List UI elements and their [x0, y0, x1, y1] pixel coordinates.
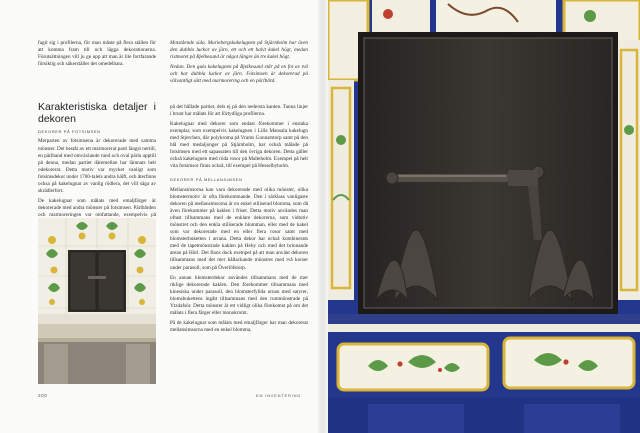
col2-paragraph: På de kakelugnar som målats med emaljfärger har man dekorerat mellansimsorna med en enkel blomma,: [170, 320, 308, 334]
section-heading: Karakteristiska detaljer i dekoren: [38, 101, 156, 126]
col1-paragraph: Merparten av fotsimsena är dekorerade med samma mönster. Det består av ett marmorerat parti längst nertill, en pärlband med omväxlande rund och oval pärla upptill på denna, medan partiet däremellan har lämnats helt odekorerat. Detta motiv var mycket vanligt som fotsimsdekor under 1700-talets andra hälft, och återfinns ocksa på kakelugnar av vanlig rödlera, det vill säga av skrädlerfort.: [38, 138, 156, 195]
stove-door-photo: [328, 0, 640, 433]
book-gutter: [318, 0, 328, 433]
col2-paragraph: på det hållade partiet, dels ej på den nedersta kanten. Tanna linjer i brunt har målats för att förtydliga profilerna.: [170, 103, 308, 117]
right-column: [170, 40, 308, 337]
yellow-tiled-stove-illustration: [38, 218, 156, 384]
subsection-kicker: DEKORER PÅ FOTSIMSEN: [38, 129, 101, 135]
col1-paragraph: fagit sig i profilerna, för man måste på flera ställen för att komma fram till och lägga dekorationerna. Förutsättningen vill ju ge upp att man är lite fortfarande försiktig och säkerställer det omedelbara.: [38, 40, 156, 68]
running-footer: EN INVENTERING: [256, 393, 302, 398]
stove-photo-small: [38, 218, 156, 384]
subsection-kicker: DEKORER PÅ MELLANSIMSEN: [170, 177, 243, 183]
page-number: 200: [38, 393, 48, 398]
iron-stove-door-illustration: [328, 0, 640, 433]
col1-paragraph: De kakelugnar som målats med emaljfärger är dekorerade med andra mönster på fotsimsen. Pärlbården och marmoreringen var omfattande, exempelvis på: [38, 198, 156, 219]
caption-opposite: Motstående sida. Mariebergskakelugnen på Stjärnholm har även den dubbla luckor av järn, ett och ett halvt kakel högt, medan ristmotet på Bjelkesund är något längre än tre kakel högt.: [170, 40, 308, 61]
caption-below: Nedan. Den gula kakelugnen på Bjelkesund står på en fot av två och har dubbla luckor av järn. Fotsimsen är dekorerad på välvantligt sätt med marmorering och en pärlbård.: [170, 64, 308, 85]
col2-paragraph: Kakelugnar med dekorer som endast förekommer i enstaka exemplar, som exempelvis kakelugnen i Lilla Mansala kakelugn med Stjerchen, där polykroma på Vrams Gunnarstorp samt på den blå med medaljonger på Stjärnholm, har också målade på fotsimsen med ett sapassaten till den övriga dekoren. Detta gäller också kakelugnen med röda rosor på Malteholm. Exempel på helt vita fotsimsor finns också, till exempel på Hesselbyholm.: [170, 120, 308, 170]
bottom-tiles: [328, 332, 640, 433]
col2-paragraph: En annan blomsterdekor användes tillsammans med de mer riklige dekorerade kaklen. Den förekommer tillsammans med kinesiska under parasoll, den blomsterfyllda urnan med satyrer, blomsbukettens ingått tillsammans med den rummönstrade på Ytzdafsör. Detta mönster är ett vidligt olika förekomst på om det målats i flera färger eller monokromt.: [170, 274, 308, 317]
col2-paragraph: Mellansimsorna kan vara dekorerade med olika mönster, olika blomstermotiv är ofta förekommande. Den i särklass vanligaste dekoren på mellansimsorna är en enkel stiliserad blomma, som då även förekommer på kaklen i friser. Detta motiv användes man oftast tillsammans med de enklare dekorerna, som vidtotiv mönstret och den enkla stiliserade blomman, eller med de kakel som var dekorerade med en eller flera rosor samt med blomsterbuketten i arrana. Detta dekor har också kombinerats med de tapetmönstrade kaklen på Heby och med det brinnande arean på Hörl. Det finns dock exempel på att man använt dekoren tillsammans med det mer hållackande mönstret med två korser under parasoll, som på Överlöfstorp.: [170, 186, 308, 271]
